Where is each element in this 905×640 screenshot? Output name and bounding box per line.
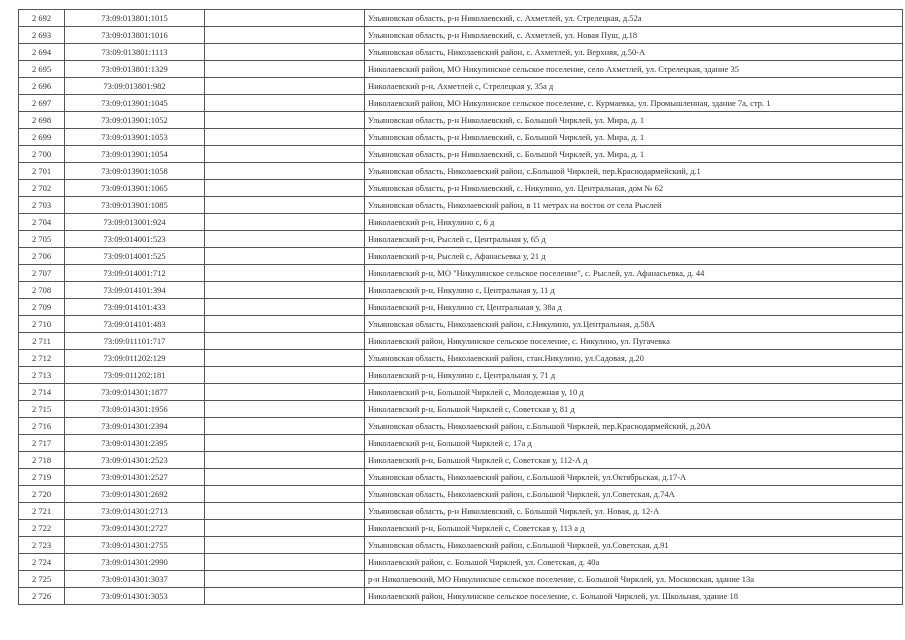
row-number-cell: 2 719 [19,469,65,486]
row-number-cell: 2 694 [19,44,65,61]
empty-cell [205,112,365,129]
row-number-cell: 2 692 [19,10,65,27]
cadastral-number-cell: 73:09:013901:1052 [65,112,205,129]
row-number-cell: 2 711 [19,333,65,350]
row-number-cell: 2 714 [19,384,65,401]
table-row [19,265,903,282]
address-cell: р-н Николаевский, МО Никулинское сельское поселение, с. Большой Чирклей, ул. Московская, здание 13а [365,571,903,588]
table-body [19,10,903,605]
table-row [19,27,903,44]
cadastral-number-cell: 73:09:014301:2523 [65,452,205,469]
empty-cell [205,384,365,401]
address-cell: Николаевский р-н, Большой Чирклей с, Советская у, 113 а д [365,520,903,537]
row-number-cell: 2 710 [19,316,65,333]
table-row [19,95,903,112]
address-cell: Николаевский район, МО Никулинское сельское поселение, с. Курмаевка, ул. Промышленная, здание 7а, стр. 1 [365,95,903,112]
address-cell: Николаевский район, Никулинское сельское поселение, с. Никулино, ул. Пугачевка [365,333,903,350]
row-number-cell: 2 703 [19,197,65,214]
address-cell: Николаевский р-н, Рыслей с, Центральная у, 65 д [365,231,903,248]
row-number-cell: 2 708 [19,282,65,299]
cadastral-number-cell: 73:09:014301:1877 [65,384,205,401]
cadastral-number-cell: 73:09:014301:3037 [65,571,205,588]
row-number-cell: 2 701 [19,163,65,180]
empty-cell [205,10,365,27]
address-cell: Ульяновская область, Николаевский район, с.Никулино, ул.Центральная, д.58А [365,316,903,333]
row-number-cell: 2 715 [19,401,65,418]
empty-cell [205,61,365,78]
empty-cell [205,95,365,112]
empty-cell [205,248,365,265]
address-cell: Ульяновская область, Николаевский район, с.Большой Чирклей, ул.Советская, д.74А [365,486,903,503]
cadastral-number-cell: 73:09:014101:394 [65,282,205,299]
empty-cell [205,588,365,605]
table-row [19,61,903,78]
table-row [19,384,903,401]
row-number-cell: 2 700 [19,146,65,163]
row-number-cell: 2 716 [19,418,65,435]
empty-cell [205,282,365,299]
table-row [19,214,903,231]
empty-cell [205,571,365,588]
cadastral-number-cell: 73:09:013901:1054 [65,146,205,163]
row-number-cell: 2 706 [19,248,65,265]
row-number-cell: 2 696 [19,78,65,95]
address-cell: Ульяновская область, Николаевский район, с.Большой Чирклей, ул.Октябрьская, д.17-А [365,469,903,486]
address-cell: Ульяновская область, р-н Николаевский, с. Большой Чирклей, ул. Новая, д. 12-А [365,503,903,520]
cadastral-number-cell: 73:09:013901:1058 [65,163,205,180]
table-row [19,588,903,605]
table-row [19,367,903,384]
address-cell: Ульяновская область, Николаевский район, с.Большой Чирклей, пер.Краснодармейский, д.1 [365,163,903,180]
table-row [19,554,903,571]
row-number-cell: 2 698 [19,112,65,129]
cadastral-number-cell: 73:09:014301:2990 [65,554,205,571]
table-row [19,350,903,367]
table-row [19,180,903,197]
row-number-cell: 2 720 [19,486,65,503]
table-row [19,163,903,180]
table-row [19,333,903,350]
cadastral-number-cell: 73:09:014301:2395 [65,435,205,452]
empty-cell [205,163,365,180]
cadastral-number-cell: 73:09:014301:2713 [65,503,205,520]
empty-cell [205,197,365,214]
address-cell: Ульяновская область, р-н Николаевский, с. Ахметлей, ул. Новая Пуш, д.18 [365,27,903,44]
empty-cell [205,44,365,61]
table-row [19,316,903,333]
row-number-cell: 2 699 [19,129,65,146]
row-number-cell: 2 702 [19,180,65,197]
row-number-cell: 2 704 [19,214,65,231]
table-row [19,469,903,486]
address-cell: Ульяновская область, Николаевский район, с. Ахметлей, ул. Верхняя, д.50-А [365,44,903,61]
address-cell: Николаевский р-н, Большой Чирклей с, 17а д [365,435,903,452]
address-cell: Николаевский р-н, Большой Чирклей с, Советская у, 81 д [365,401,903,418]
empty-cell [205,78,365,95]
empty-cell [205,180,365,197]
address-cell: Николаевский район, МО Никулинское сельское поселение, село Ахметлей, ул. Стрелецкая, здание 35 [365,61,903,78]
row-number-cell: 2 693 [19,27,65,44]
cadastral-number-cell: 73:09:013801:1329 [65,61,205,78]
empty-cell [205,214,365,231]
table-row [19,248,903,265]
address-cell: Ульяновская область, р-н Николаевский, с. Большой Чирклей, ул. Мира, д. 1 [365,146,903,163]
table-row [19,146,903,163]
address-cell: Ульяновская область, Николаевский район, с.Большой Чирклей, ул.Советская, д.91 [365,537,903,554]
row-number-cell: 2 705 [19,231,65,248]
empty-cell [205,27,365,44]
cadastral-number-cell: 73:09:014101:483 [65,316,205,333]
row-number-cell: 2 697 [19,95,65,112]
address-cell: Николаевский р-н, Никулино ст, Центральная у, 38а д [365,299,903,316]
cadastral-number-cell: 73:09:013901:1045 [65,95,205,112]
cadastral-number-cell: 73:09:014301:2527 [65,469,205,486]
cadastral-number-cell: 73:09:013801:1113 [65,44,205,61]
table-row [19,231,903,248]
address-cell: Николаевский район, с. Большой Чирклей, ул. Советская, д. 40а [365,554,903,571]
empty-cell [205,503,365,520]
row-number-cell: 2 726 [19,588,65,605]
table-row [19,537,903,554]
table-row [19,452,903,469]
empty-cell [205,146,365,163]
empty-cell [205,537,365,554]
cadastral-number-cell: 73:09:013901:1053 [65,129,205,146]
cadastral-number-cell: 73:09:014001:523 [65,231,205,248]
table-row [19,486,903,503]
cadastral-number-cell: 73:09:013801:1016 [65,27,205,44]
empty-cell [205,554,365,571]
table-row [19,571,903,588]
empty-cell [205,401,365,418]
row-number-cell: 2 725 [19,571,65,588]
empty-cell [205,469,365,486]
cadastral-number-cell: 73:09:014301:3053 [65,588,205,605]
address-cell: Ульяновская область, Николаевский район, с.Большой Чирклей, пер.Краснодармейский, д.20А [365,418,903,435]
row-number-cell: 2 709 [19,299,65,316]
cadastral-number-cell: 73:09:014301:2692 [65,486,205,503]
cadastral-number-cell: 73:09:013801:1015 [65,10,205,27]
address-cell: Николаевский р-н, Никулино с, 6 д [365,214,903,231]
empty-cell [205,520,365,537]
address-cell: Николаевский р-н, МО "Никулинское сельское поселение", с. Рыслей, ул. Афанасьевка, д. 44 [365,265,903,282]
row-number-cell: 2 713 [19,367,65,384]
address-cell: Ульяновская область, р-н Николаевский, с. Никулино, ул. Центральная, дом № 62 [365,180,903,197]
address-cell: Ульяновская область, р-н Николаевский, с. Большой Чирклей, ул. Мира, д. 1 [365,112,903,129]
table-row [19,10,903,27]
address-cell: Николаевский р-н, Большой Чирклей с, Советская у, 112-А д [365,452,903,469]
property-registry-table [18,9,903,605]
address-cell: Ульяновская область, р-н Николаевский, с. Большой Чирклей, ул. Мира, д. 1 [365,129,903,146]
cadastral-number-cell: 73:09:013801:982 [65,78,205,95]
row-number-cell: 2 724 [19,554,65,571]
row-number-cell: 2 712 [19,350,65,367]
cadastral-number-cell: 73:09:014001:525 [65,248,205,265]
cadastral-number-cell: 73:09:014301:1956 [65,401,205,418]
table-row [19,520,903,537]
cadastral-number-cell: 73:09:013901:1085 [65,197,205,214]
cadastral-number-cell: 73:09:011202:181 [65,367,205,384]
address-cell: Николаевский р-н, Ахметлей с, Стрелецкая у, 35а д [365,78,903,95]
empty-cell [205,486,365,503]
empty-cell [205,265,365,282]
cadastral-number-cell: 73:09:013901:1065 [65,180,205,197]
table-row [19,129,903,146]
row-number-cell: 2 707 [19,265,65,282]
empty-cell [205,231,365,248]
cadastral-number-cell: 73:09:014301:2727 [65,520,205,537]
table-row [19,435,903,452]
row-number-cell: 2 721 [19,503,65,520]
table-row [19,401,903,418]
row-number-cell: 2 695 [19,61,65,78]
empty-cell [205,333,365,350]
address-cell: Николаевский р-н, Большой Чирклей с, Молодежная у, 10 д [365,384,903,401]
table-row [19,112,903,129]
cadastral-number-cell: 73:09:013001:924 [65,214,205,231]
empty-cell [205,435,365,452]
cadastral-number-cell: 73:09:014301:2394 [65,418,205,435]
table-row [19,418,903,435]
empty-cell [205,129,365,146]
table-row [19,282,903,299]
empty-cell [205,299,365,316]
row-number-cell: 2 718 [19,452,65,469]
address-cell: Ульяновская область, р-н Николаевский, с. Ахметлей, ул. Стрелецкая, д.52а [365,10,903,27]
cadastral-number-cell: 73:09:014101:433 [65,299,205,316]
table-row [19,503,903,520]
table-row [19,197,903,214]
row-number-cell: 2 717 [19,435,65,452]
table-row [19,78,903,95]
empty-cell [205,452,365,469]
table-row [19,44,903,61]
cadastral-number-cell: 73:09:011101:717 [65,333,205,350]
address-cell: Ульяновская область, Николаевский район, в 11 метрах на восток от села Рыслей [365,197,903,214]
row-number-cell: 2 722 [19,520,65,537]
address-cell: Николаевский р-н, Никулино с, Центральная у, 11 д [365,282,903,299]
cadastral-number-cell: 73:09:014301:2755 [65,537,205,554]
table-row [19,299,903,316]
empty-cell [205,316,365,333]
address-cell: Николаевский район, Никулинское сельское поселение, с. Большой Чирклей, ул. Школьная, здание 18 [365,588,903,605]
empty-cell [205,350,365,367]
row-number-cell: 2 723 [19,537,65,554]
address-cell: Николаевский р-н, Никулино с, Центральная у, 71 д [365,367,903,384]
address-cell: Ульяновская область, Николаевский район, стан.Никулино, ул.Садовая, д.20 [365,350,903,367]
address-cell: Николаевский р-н, Рыслей с, Афанасьевка у, 21 д [365,248,903,265]
cadastral-number-cell: 73:09:014001:712 [65,265,205,282]
empty-cell [205,367,365,384]
empty-cell [205,418,365,435]
cadastral-number-cell: 73:09:011202:129 [65,350,205,367]
